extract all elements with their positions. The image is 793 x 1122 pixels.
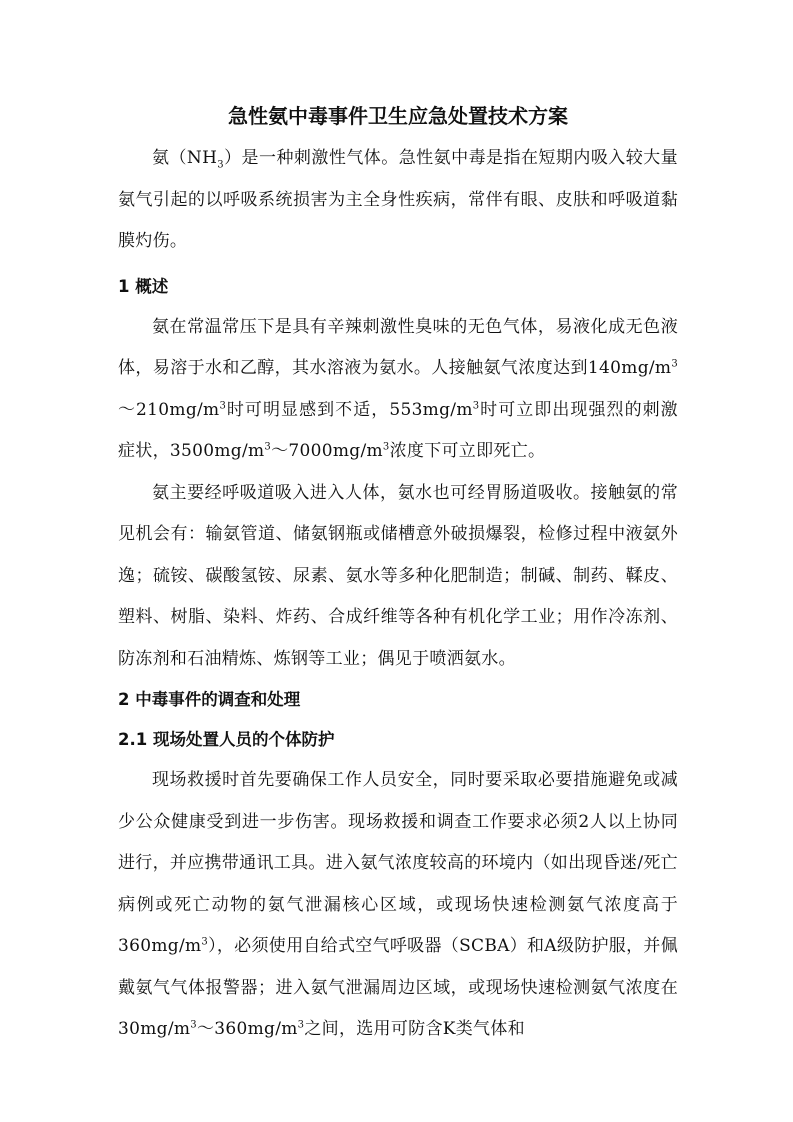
overview-text-d: 时可立即出现强烈的刺激症状，3500mg/m [118,399,678,461]
superscript-3: 3 [382,441,390,453]
protection-text-a: 现场救援时首先要确保工作人员安全，同时要采取必要措施避免或减少公众健康受到进一步伤害。现场救援和调查工作要求必须2人以上协同进行，并应携带通讯工具。进入氨气浓度较高的环境内（如出现昏迷/死亡病例或死亡动物的氨气泄漏核心区域，或现场快速检测氨气浓度高于360mg/m [118,770,678,956]
protection-paragraph [118,760,678,1051]
superscript-3: 3 [190,1019,197,1031]
overview-text-a: 氨在常温常压下是具有辛辣刺激性臭味的无色气体，易液化成无色液体，易溶于水和乙醇，其水溶液为氨水。人接触氨气浓度达到140mg/m [118,316,678,378]
protection-text-c: ～360mg/m [196,1019,298,1039]
overview-paragraph-2: 氨主要经呼吸道吸入进入人体，氨水也可经胃肠道吸收。接触氨的常见机会有：输氨管道、储氨钢瓶或储槽意外破损爆裂，检修过程中液氨外逸；硫铵、碳酸氢铵、尿素、氨水等多种化肥制造；制碱、制药、鞣皮、塑料、树脂、染料、炸药、合成纤维等各种有机化学工业；用作冷冻剂、防冻剂和石油精炼、炼钢等工业；偶见于喷洒氨水。 [118,482,678,669]
overview-text-c: 时可明显感到不适，553mg/m [226,399,473,420]
intro-paragraph [118,138,678,263]
overview-paragraph-1 [118,307,678,473]
intro-text-a: 氨（NH [152,148,218,168]
superscript-3: 3 [201,936,209,948]
overview-text-e: ～7000mg/m [271,441,383,461]
section-1-heading: 1 概述 [118,276,169,296]
superscript-3: 3 [671,358,678,370]
overview-text-f: 浓度下可立即死亡。 [389,441,546,461]
superscript-3: 3 [264,441,272,453]
section-2-heading: 2 中毒事件的调查和处理 [118,690,301,709]
superscript-3: 3 [472,399,480,411]
superscript-3: 3 [219,399,227,411]
document-title: 急性氨中毒事件卫生应急处置技术方案 [228,104,568,128]
protection-text-b: ），必须使用自给式空气呼吸器（SCBA）和A级防护服，并佩戴氨气气体报警器；进入氨气泄漏周边区域，或现场快速检测氨气浓度在30mg/m [118,936,678,1039]
section-2-1-heading: 2.1 现场处置人员的个体防护 [118,730,335,749]
overview-text-b: ～210mg/m [118,399,220,420]
subscript-3: 3 [217,159,224,171]
document-page [118,96,678,1051]
superscript-3: 3 [297,1019,305,1031]
protection-text-d: 之间，选用可防含K类气体和 [304,1019,525,1039]
intro-text-b: ）是一种刺激性气体。急性氨中毒是指在短期内吸入较大量氨气引起的以呼吸系统损害为主全身性疾病，常伴有眼、皮肤和呼吸道黏膜灼伤。 [118,148,678,251]
